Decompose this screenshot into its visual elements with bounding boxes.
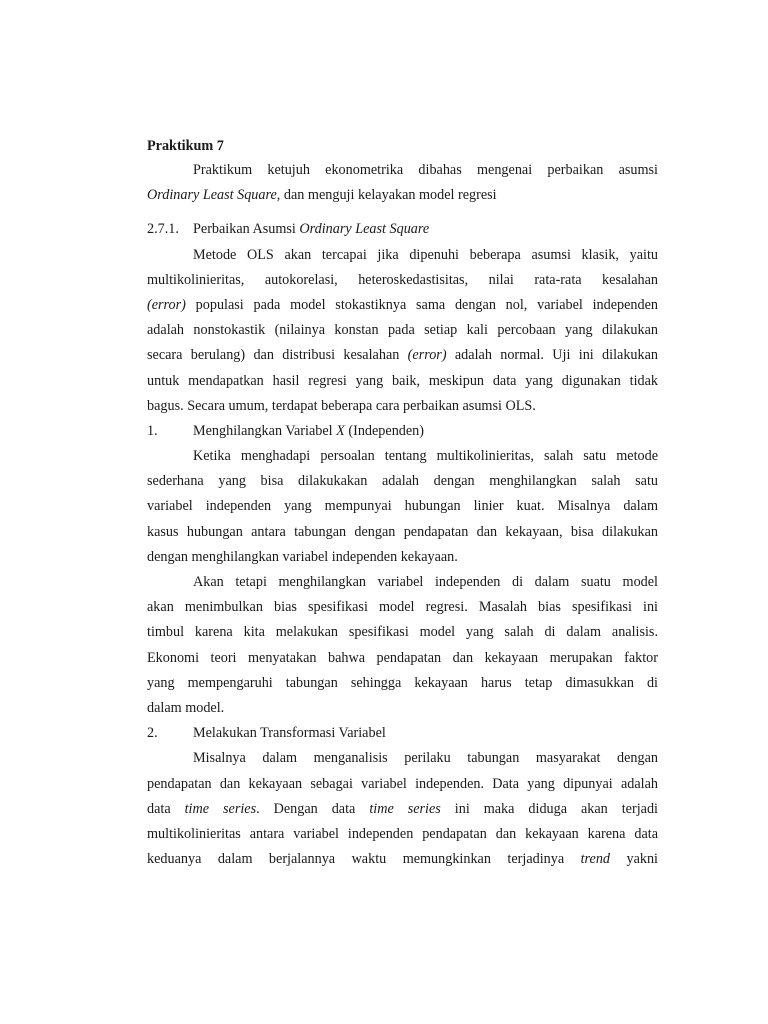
paragraph-line: variabel independen yang mempunyai hubungan linier kuat. Misalnya dalam	[147, 498, 658, 515]
text-run: secara berulang) dan distribusi kesalahan	[147, 347, 408, 364]
paragraph-line: dengan menghilangkan variabel independen kekayaan.	[147, 548, 458, 565]
italic-term: (error)	[147, 296, 186, 313]
section-heading-text: Perbaikan Asumsi	[193, 221, 300, 238]
list-number: 1.	[147, 422, 158, 439]
paragraph-line: Metode OLS akan tercapai jika dipenuhi beberapa asumsi klasik, yaitu	[193, 246, 658, 263]
paragraph-line	[147, 343, 658, 368]
list-item-heading	[147, 721, 658, 746]
intro-line	[147, 183, 658, 208]
text-run: data	[147, 800, 185, 817]
text-run: Melakukan Transformasi Variabel	[193, 725, 386, 742]
paragraph-line: adalah nonstokastik (nilainya konstan pada setiap kali percobaan yang dilakukan	[147, 322, 658, 339]
italic-term: X	[336, 422, 345, 439]
paragraph-line: Ketika menghadapi persoalan tentang multikolinieritas, salah satu metode	[193, 448, 658, 465]
italic-term: Ordinary Least Square	[147, 187, 277, 204]
paragraph-line: timbul karena kita melakukan spesifikasi model yang salah di dalam analisis.	[147, 624, 658, 641]
italic-term: time series	[369, 800, 441, 817]
italic-term: trend	[580, 851, 611, 868]
text-run: . Dengan data	[256, 800, 370, 817]
paragraph-line: Misalnya dalam menganalisis perilaku tabungan masyarakat dengan	[193, 750, 658, 767]
paragraph-line	[147, 797, 658, 822]
paragraph-line: kasus hubungan antara tabungan dengan pendapatan dan kekayaan, bisa dilakukan	[147, 523, 658, 540]
section-number: 2.7.1.	[147, 221, 179, 238]
text-run: adalah normal. Uji ini dilakukan	[446, 347, 659, 364]
paragraph-line	[147, 293, 658, 318]
text-run: Menghilangkan Variabel	[193, 422, 337, 439]
text-run: (Independen)	[344, 422, 425, 439]
text-run: keduanya dalam berjalannya waktu memungkinkan terjadinya	[147, 851, 581, 868]
spacer	[147, 208, 658, 217]
italic-term: (error)	[407, 347, 447, 364]
paragraph-line: sederhana yang bisa dilakukakan adalah dengan menghilangkan salah satu	[147, 473, 658, 490]
paragraph-line: multikolinieritas antara variabel independen pendapatan dan kekayaan karena data	[147, 825, 658, 842]
text-run: , dan menguji kelayakan model regresi	[276, 187, 497, 204]
document-page	[147, 134, 658, 872]
document-title: Praktikum 7	[147, 138, 224, 154]
paragraph-line: akan menimbulkan bias spesifikasi model regresi. Masalah bias spesifikasi ini	[147, 599, 658, 616]
intro-line: Praktikum ketujuh ekonometrika dibahas mengenai perbaikan asumsi	[193, 162, 658, 178]
paragraph-line: dalam model.	[147, 699, 225, 716]
paragraph-line	[147, 847, 658, 872]
paragraph-line: bagus. Secara umum, terdapat beberapa cara perbaikan asumsi OLS.	[147, 397, 536, 414]
paragraph-line: Ekonomi teori menyatakan bahwa pendapatan dan kekayaan merupakan faktor	[147, 649, 658, 666]
paragraph-line: untuk mendapatkan hasil regresi yang baik, meskipun data yang digunakan tidak	[147, 372, 658, 389]
italic-term: time series	[184, 800, 257, 817]
list-number: 2.	[147, 725, 158, 742]
list-item-heading	[147, 419, 658, 444]
text-run: yakni	[610, 851, 658, 868]
paragraph-line: Akan tetapi menghilangkan variabel independen di dalam suatu model	[193, 574, 658, 590]
paragraph-line: pendapatan dan kekayaan sebagai variabel independen. Data yang dipunyai adalah	[147, 775, 658, 792]
paragraph-line: multikolinieritas, autokorelasi, heteroskedastisitas, nilai rata-rata kesalahan	[147, 271, 658, 288]
text-run: ini maka diduga akan terjadi	[440, 800, 658, 817]
paragraph-line: yang mempengaruhi tabungan sehingga kekayaan harus tetap dimasukkan di	[147, 674, 658, 691]
section-heading	[147, 217, 658, 242]
text-run: populasi pada model stokastiknya sama dengan nol, variabel independen	[185, 296, 658, 313]
italic-term: Ordinary Least Square	[299, 221, 430, 238]
